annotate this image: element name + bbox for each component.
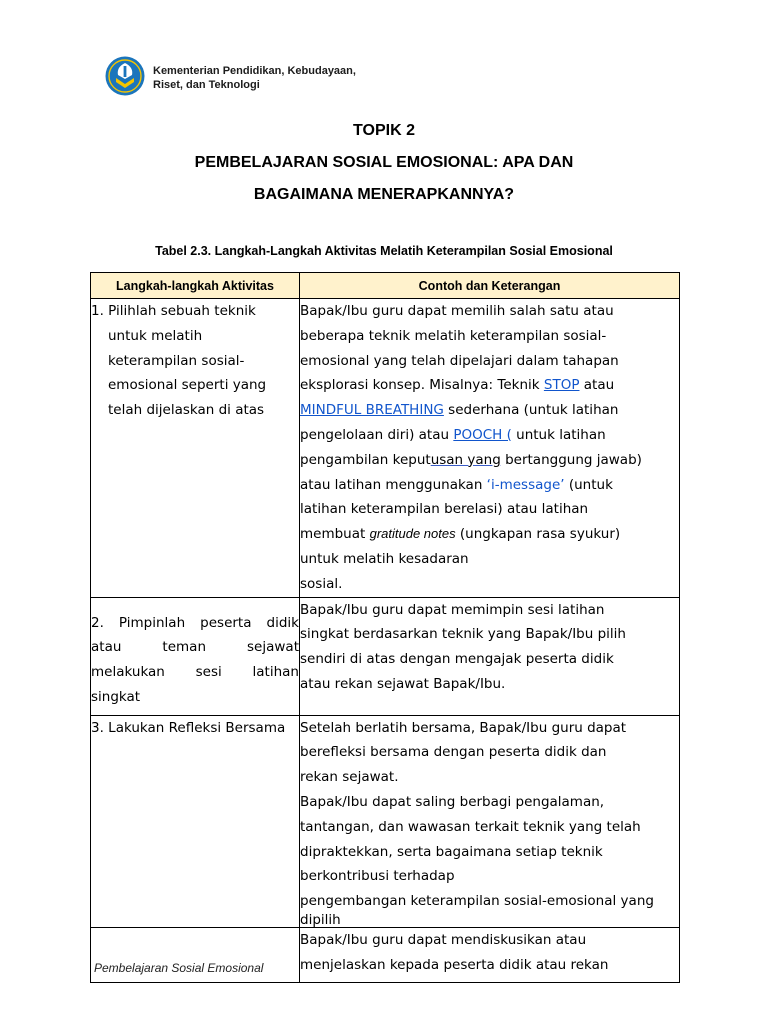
desc-line: dipilih xyxy=(300,911,341,928)
description-cell xyxy=(300,715,680,927)
desc-line xyxy=(300,473,679,498)
step-cell xyxy=(91,715,300,927)
desc-text: (untuk xyxy=(564,476,613,493)
table-row xyxy=(91,715,680,927)
header-examples: Contoh dan Keterangan xyxy=(300,273,680,299)
desc-line: berefleksi bersama dengan peserta didik dan xyxy=(300,744,607,761)
step-cell xyxy=(91,299,300,598)
table-header-row xyxy=(91,273,680,299)
desc-line: pengembangan keterampilan sosial-emosional yang xyxy=(300,893,654,910)
desc-line: latihan keterampilan berelasi) atau latihan xyxy=(300,501,589,518)
table-row xyxy=(91,597,680,715)
gratitude-notes-term: gratitude notes xyxy=(369,526,456,542)
table-caption: Tabel 2.3. Langkah-Langkah Aktivitas Melatih Keterampilan Sosial Emosional xyxy=(155,244,613,258)
desc-line: Setelah berlatih bersama, Bapak/Ibu guru dapat xyxy=(300,719,627,736)
step-line: telah dijelaskan di atas xyxy=(108,402,265,419)
step-line: untuk melatih xyxy=(108,327,203,344)
desc-line: Bapak/Ibu dapat saling berbagi pengalaman, xyxy=(300,793,605,810)
pooch-link[interactable]: POOCH ( xyxy=(453,426,512,443)
desc-line: emosional yang telah dipelajari dalam tahapan xyxy=(300,352,619,369)
desc-line xyxy=(300,398,679,423)
step-line: atau teman sejawat xyxy=(91,639,299,656)
desc-line: dipraktekkan, serta bagaimana setiap teknik xyxy=(300,843,603,860)
step-line: singkat xyxy=(91,688,141,705)
step-line: 1. Pilihlah sebuah teknik xyxy=(91,303,256,319)
desc-text: (ungkapan rasa syukur) xyxy=(455,526,621,543)
description-cell xyxy=(300,597,680,715)
desc-text: pengelolaan diri) atau xyxy=(300,426,454,443)
title-line2: BAGAIMANA MENERAPKANNYA? xyxy=(253,186,515,203)
desc-text: atau xyxy=(579,377,615,394)
desc-line: atau rekan sejawat Bapak/Ibu. xyxy=(300,675,506,692)
desc-text: eksplorasi konsep. Misalnya: Teknik xyxy=(300,377,544,394)
ministry-logo xyxy=(105,56,145,96)
i-message-term: ‘i-message’ xyxy=(486,476,565,493)
description-cell xyxy=(300,927,680,982)
desc-line: singkat berdasarkan teknik yang Bapak/Ibu pilih xyxy=(300,626,626,643)
desc-text: pengambilan keput xyxy=(300,451,431,468)
step-cell xyxy=(91,597,300,715)
ministry-name xyxy=(153,64,356,92)
desc-line: berkontribusi terhadap xyxy=(300,868,455,885)
step-line: 2. Pimpinlah peserta didik xyxy=(91,614,299,631)
underlined-text: usan yang xyxy=(430,451,501,468)
mindful-breathing-link[interactable]: MINDFUL BREATHING xyxy=(300,402,444,419)
desc-line: rekan sejawat. xyxy=(300,769,399,786)
desc-line: tantangan, dan wawasan terkait teknik yang telah xyxy=(300,818,641,835)
step-line: 3. Lakukan Refleksi Bersama xyxy=(91,719,286,736)
header-steps: Langkah-langkah Aktivitas xyxy=(91,273,300,299)
ministry-name-line1: Kementerian Pendidikan, Kebudayaan, xyxy=(153,65,356,77)
desc-line xyxy=(300,373,679,398)
desc-line: Bapak/Ibu guru dapat mendiskusikan atau xyxy=(300,931,587,948)
step-text xyxy=(91,611,299,710)
activity-steps-table xyxy=(90,272,680,983)
description-cell xyxy=(300,299,680,598)
desc-text: sederhana (untuk latihan xyxy=(443,402,619,419)
desc-line: Bapak/Ibu guru dapat memimpin sesi latihan xyxy=(300,601,605,618)
desc-line: Bapak/Ibu guru dapat memilih salah satu atau xyxy=(300,303,614,319)
desc-line: menjelaskan kepada peserta didik atau rekan xyxy=(300,956,609,973)
desc-line xyxy=(300,448,679,473)
step-line: keterampilan sosial- xyxy=(108,352,245,369)
desc-line: sosial. xyxy=(300,575,343,592)
desc-line: sendiri di atas dengan mengajak peserta didik xyxy=(300,651,614,668)
desc-line: beberapa teknik melatih keterampilan sosial- xyxy=(300,327,607,344)
step-line: melakukan sesi latihan xyxy=(91,664,299,681)
desc-line xyxy=(300,423,679,448)
topic-heading: TOPIK 2 xyxy=(353,122,415,139)
desc-line xyxy=(300,522,679,547)
title-line1: PEMBELAJARAN SOSIAL EMOSIONAL: APA DAN xyxy=(194,154,574,171)
desc-line: untuk melatih kesadaran xyxy=(300,550,469,567)
desc-text: bertanggung jawab) xyxy=(500,451,642,468)
desc-text: membuat xyxy=(300,526,370,543)
desc-text: untuk latihan xyxy=(511,426,606,443)
step-line: emosional seperti yang xyxy=(108,377,267,394)
ministry-name-line2: Riset, dan Teknologi xyxy=(153,79,260,91)
table-row xyxy=(91,299,680,598)
stop-link[interactable]: STOP xyxy=(543,377,580,394)
desc-text: atau latihan menggunakan xyxy=(300,476,487,493)
page-footer: Pembelajaran Sosial Emosional xyxy=(94,961,264,975)
